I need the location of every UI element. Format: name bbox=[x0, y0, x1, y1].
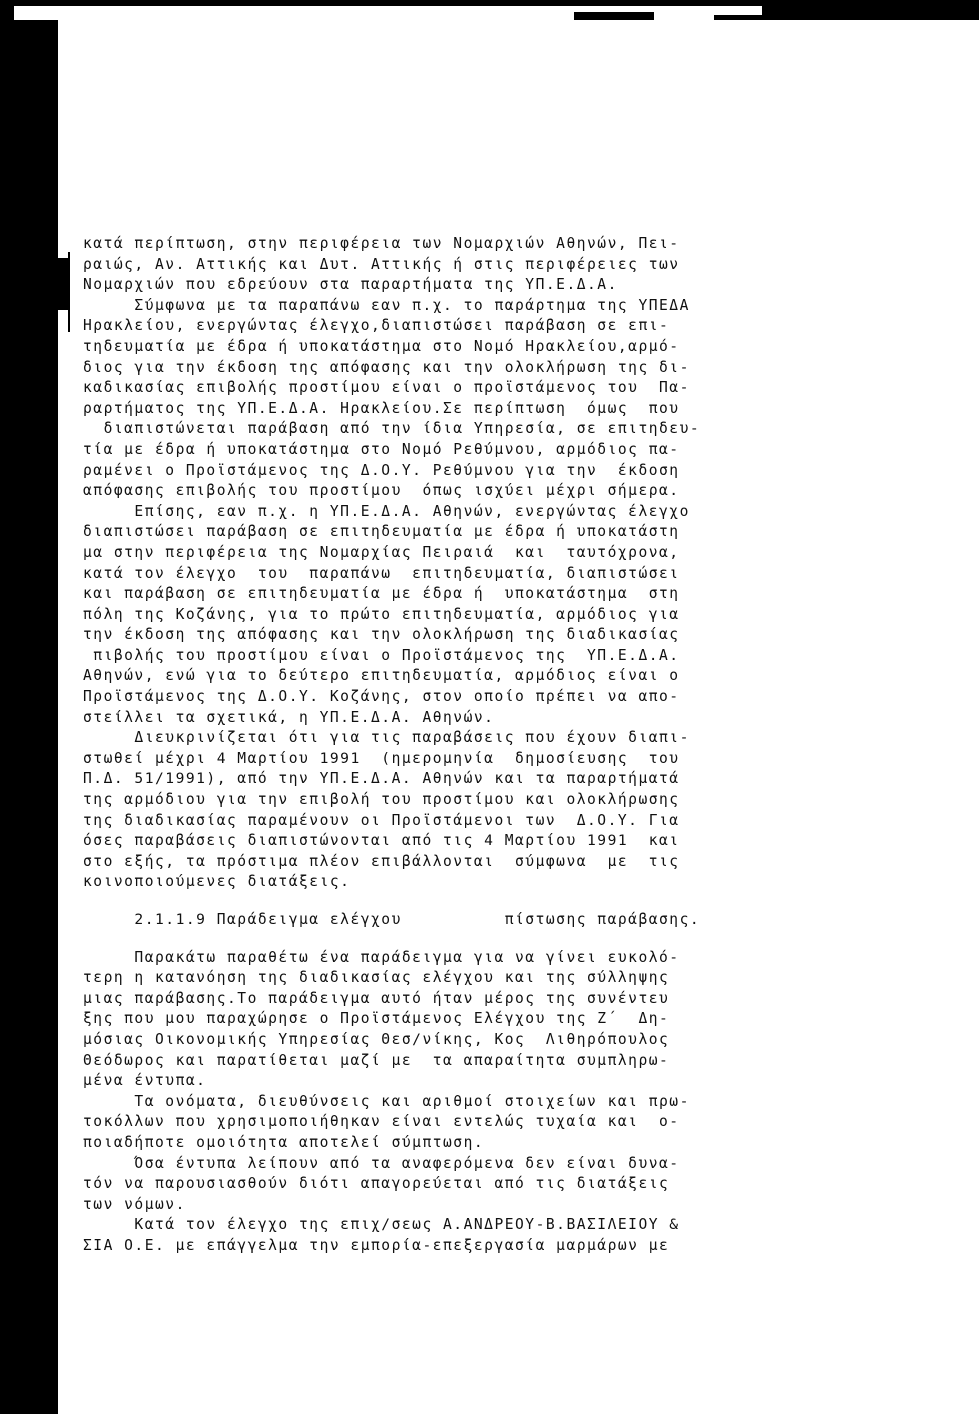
text-line: Προϊστάμενος της Δ.Ο.Υ. Κοζάνης, στον οποίο πρέπει να απο- bbox=[83, 688, 680, 706]
text-line: διαπιστώνεται παράβαση από την ίδια Υπηρεσία, σε επιτηδευ- bbox=[83, 420, 701, 438]
text-line: Παρακάτω παραθέτω ένα παράδειγμα για να γίνει ευκολό- bbox=[83, 948, 680, 966]
text-line: Σύμφωνα με τα παραπάνω εαν π.χ. το παράρτημα της ΥΠΕΔΑ bbox=[83, 296, 690, 314]
text-line: πιβολής του προστίμου είναι ο Προϊστάμενος της ΥΠ.Ε.Δ.Α. bbox=[83, 646, 680, 664]
text-line: την έκδοση της απόφασης και την ολοκλήρωση της διαδικασίας bbox=[83, 626, 680, 644]
text-line: μένα έντυπα. bbox=[83, 1072, 207, 1090]
text-line: τερη η κατανόηση της διαδικασίας ελέγχου και της σύλληψης bbox=[83, 969, 670, 987]
text-line: ραρτήματος της ΥΠ.Ε.Δ.Α. Ηρακλείου.Σε περίπτωση όμως που bbox=[83, 399, 680, 417]
text-line: Ηρακλείου, ενεργώντας έλεγχο,διαπιστώσει παράβαση σε επι- bbox=[83, 317, 670, 335]
text-line: τηδευματία με έδρα ή υποκατάστημα στο Νομό Ηρακλείου,αρμό- bbox=[83, 337, 680, 355]
text-line: πόλη της Κοζάνης, για το πρώτο επιτηδευματία, αρμόδιος για bbox=[83, 605, 680, 623]
text-line: διος για την έκδοση της απόφασης και την ολοκλήρωση της δι- bbox=[83, 358, 690, 376]
text-line: κατά τον έλεγχο του παραπάνω επιτηδευματία, διαπιστώσει bbox=[83, 564, 680, 582]
text-line: κατά περίπτωση, στην περιφέρεια των Νομαρχιών Αθηνών, Πει- bbox=[83, 235, 680, 252]
text-line: στείλλει τα σχετικά, η ΥΠ.Ε.Δ.Α. Αθηνών. bbox=[83, 708, 495, 726]
text-line: τία με έδρα ή υποκατάστημα στο Νομό Ρεθύμνου, αρμόδιος πα- bbox=[83, 440, 680, 458]
text-line: Νομαρχιών που εδρεύουν στα παραρτήματα της ΥΠ.Ε.Δ.Α. bbox=[83, 276, 618, 294]
text-line: κοινοποιούμενες διατάξεις. bbox=[83, 873, 351, 891]
text-line: καδικασίας επιβολής προστίμου είναι ο προϊστάμενος του Πα- bbox=[83, 379, 690, 397]
text-line: Διευκρινίζεται ότι για τις παραβάσεις που έχουν διαπι- bbox=[83, 729, 690, 747]
text-line: διαπιστώσει παράβαση σε επιτηδευματία με έδρα ή υποκατάστη bbox=[83, 523, 680, 541]
text-line: απόφασης επιβολής του προστίμου όπως ισχύει μέχρι σήμερα. bbox=[83, 482, 680, 500]
scan-edge-gap bbox=[574, 12, 654, 20]
text-line: στωθεί μέχρι 4 Μαρτίου 1991 (ημερομηνία δημοσίευσης του bbox=[83, 749, 680, 767]
scan-top-edge bbox=[14, 6, 762, 20]
paragraph-gap bbox=[83, 893, 823, 910]
text-line: Κατά τον έλεγχο της επιχ/σεως Α.ΑΝΔΡΕΟΥ-Β.ΒΑΣΙΛΕΙΟΥ & bbox=[83, 1216, 680, 1234]
text-line: της διαδικασίας παραμένουν οι Προϊστάμενοι των Δ.Ο.Υ. Για bbox=[83, 811, 680, 829]
text-line: ποιαδήποτε ομοιότητα αποτελεί σύμπτωση. bbox=[83, 1133, 485, 1151]
text-line: Επίσης, εαν π.χ. η ΥΠ.Ε.Δ.Α. Αθηνών, ενεργώντας έλεγχο bbox=[83, 502, 690, 520]
text-line: 2.1.1.9 Παράδειγμα ελέγχου πίστωσης παράβασης. bbox=[83, 911, 701, 928]
text-line: τοκόλλων που χρησιμοποιήθηκαν είναι εντελώς τυχαία και ο- bbox=[83, 1113, 680, 1131]
text-line: και παράβαση σε επιτηδευματία με έδρα ή υποκατάστημα στη bbox=[83, 585, 680, 603]
document-body bbox=[83, 234, 823, 1257]
text-line: μιας παράβασης.Το παράδειγμα αυτό ήταν μέρος της συνέντευ bbox=[83, 989, 670, 1007]
text-line: όσες παραβάσεις διαπιστώνονται από τις 4 Μαρτίου 1991 και bbox=[83, 832, 680, 850]
margin-bar bbox=[58, 258, 69, 310]
text-line: Θεόδωρος και παρατίθεται μαζί με τα απαραίτητα συμπληρω- bbox=[83, 1051, 670, 1069]
text-line: των νόμων. bbox=[83, 1195, 186, 1213]
text-line: στο εξής, τα πρόστιμα πλέον επιβάλλονται σύμφωνα με τις bbox=[83, 852, 680, 870]
text-line: τόν να παρουσιασθούν διότι απαγορεύεται από τις διατάξεις bbox=[83, 1175, 670, 1193]
text-line: ραιώς, Αν. Αττικής και Δυτ. Αττικής ή στις περιφέρειες των bbox=[83, 255, 680, 273]
text-line: ΣΙΑ Ο.Ε. με επάγγελμα την εμπορία-επεξεργασία μαρμάρων με bbox=[83, 1236, 670, 1254]
text-line: Π.Δ. 51/1991), από την ΥΠ.Ε.Δ.Α. Αθηνών και τα παραρτήματά bbox=[83, 770, 680, 788]
text-line: Αθηνών, ενώ για το δεύτερο επιτηδευματία, αρμόδιος είναι ο bbox=[83, 667, 680, 685]
text-line: ραμένει ο Προϊστάμενος της Δ.Ο.Υ. Ρεθύμνου για την έκδοση bbox=[83, 461, 680, 479]
text-line: Όσα έντυπα λείπουν από τα αναφερόμενα δεν είναι δυνα- bbox=[83, 1154, 680, 1172]
text-line: μόσιας Οικονομικής Υπηρεσίας Θεσ/νίκης, Κος Λιθηρόπουλος bbox=[83, 1030, 670, 1048]
text-line: μα στην περιφέρεια της Νομαρχίας Πειραιά και ταυτόχρονα, bbox=[83, 543, 680, 561]
text-line: Τα ονόματα, διευθύνσεις και αριθμοί στοιχείων και πρω- bbox=[83, 1092, 690, 1110]
text-line: ξης που μου παραχώρησε ο Προϊστάμενος Ελέγχου της Ζ΄ Δη- bbox=[83, 1010, 670, 1028]
scanned-page bbox=[58, 20, 979, 1414]
text-line: της αρμόδιου για την επιβολή του προστίμου και ολοκλήρωσης bbox=[83, 791, 680, 809]
paragraph-gap bbox=[83, 931, 823, 948]
